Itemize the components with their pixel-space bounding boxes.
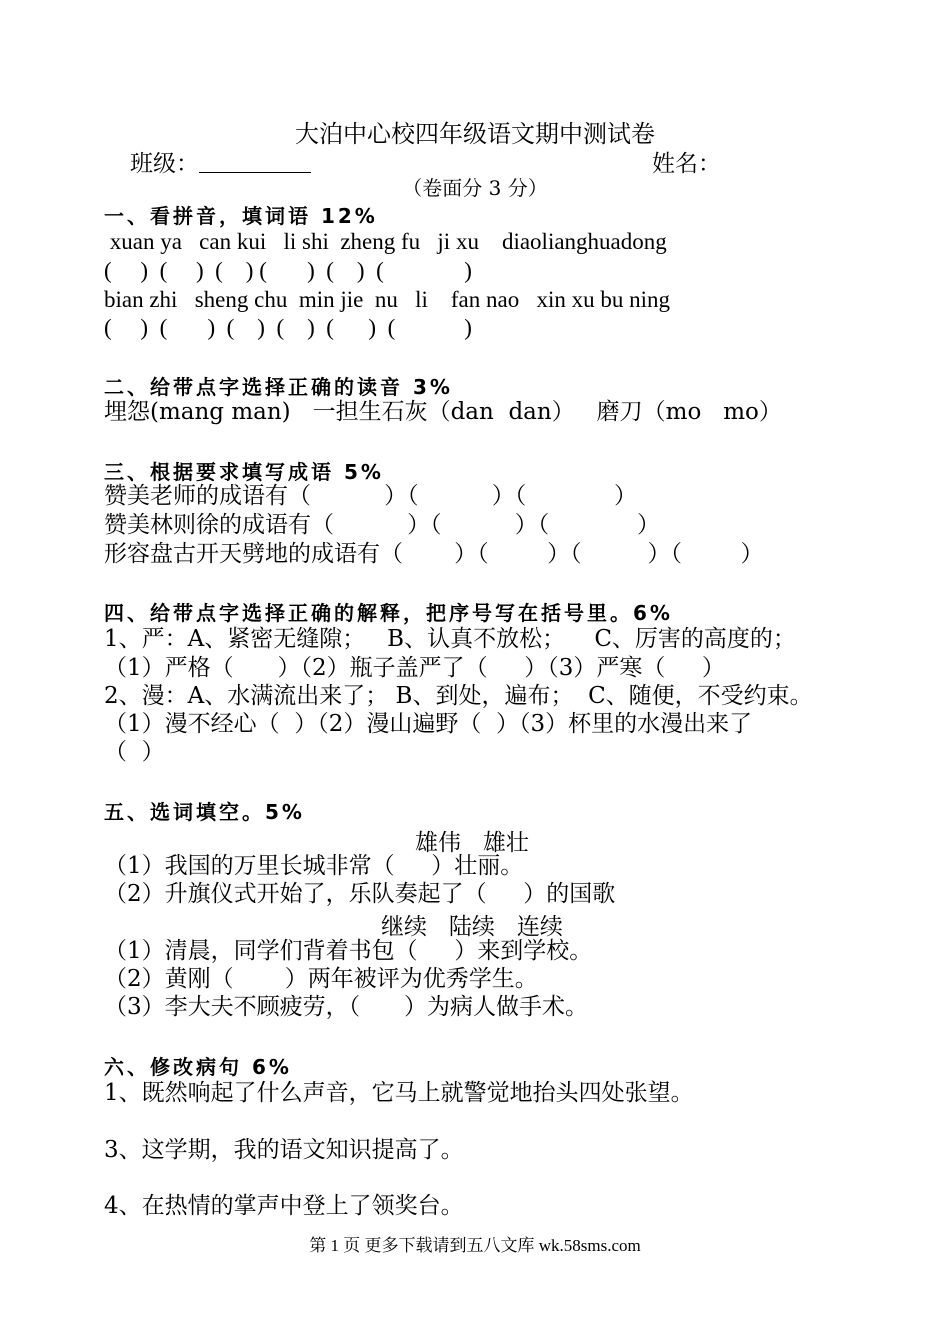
pinyin-row-2: bian zhi sheng chu min jie nu li fan nao xin xu bu ning	[104, 287, 670, 312]
page-footer: 第 1 页 更多下载请到五八文库 wk.58sms.com	[309, 1236, 641, 1255]
section5-sentence-2: （2）升旗仪式开始了，乐队奏起了（ ）的国歌	[104, 881, 616, 907]
score-note: （卷面分 3 分）	[402, 176, 548, 200]
word-choices-1: 雄伟 雄壮	[415, 830, 529, 856]
section4-q2-sub-2: （ ）	[104, 739, 165, 765]
word-choices-2: 继续 陆续 连续	[381, 914, 563, 940]
name-label: 姓名：	[652, 151, 721, 177]
section4-q2-sub: （1）漫不经心（ ）（2）漫山遍野（ ）（3）杯里的水漫出来了	[104, 711, 753, 737]
section6-heading: 六、修改病句 6%	[104, 1055, 292, 1079]
page-title: 大泊中心校四年级语文期中测试卷	[295, 120, 655, 148]
section5-heading: 五、选词填空。5%	[104, 800, 305, 824]
blanks-row-2: ( ) ( ) ( ) ( ) ( ) ( )	[104, 315, 472, 340]
section3-line-3: 形容盘古开天劈地的成语有（ ）（ ）（ ）（ ）	[104, 541, 764, 567]
section5-sentence-5: （3）李大夫不顾疲劳，（ ）为病人做手术。	[104, 994, 588, 1020]
section4-q1-sub: （1）严格（ ）（2）瓶子盖严了（ ）（3）严寒（ ）	[104, 655, 725, 681]
section3-line-1: 赞美老师的成语有（ ）（ ）（ ）	[104, 483, 637, 509]
section3-line-2: 赞美林则徐的成语有（ ）（ ）（ ）	[104, 512, 660, 538]
class-label: 班级：	[130, 151, 199, 177]
section6-sentence-4: 4、在热情的掌声中登上了领奖台。	[104, 1193, 464, 1219]
section3-heading: 三、根据要求填写成语 5%	[104, 460, 384, 484]
section6-sentence-3: 3、这学期，我的语文知识提高了。	[104, 1137, 464, 1163]
class-blank-line	[199, 150, 311, 173]
section4-heading: 四、给带点字选择正确的解释，把序号写在括号里。6%	[104, 601, 673, 625]
pinyin-row-1: xuan ya can kui li shi zheng fu ji xu diaolianghuadong	[104, 229, 667, 254]
section1-heading: 一、看拼音，填词语 12%	[104, 204, 378, 228]
blanks-row-1: ( ) ( ) ( ) ( ) ( ) ( )	[104, 258, 472, 283]
section5-sentence-1: （1）我国的万里长城非常（ ）壮丽。	[104, 853, 524, 879]
section5-sentence-3: （1）清晨，同学们背着书包（ ）来到学校。	[104, 938, 593, 964]
section5-sentence-4: （2）黄刚（ ）两年被评为优秀学生。	[104, 966, 538, 992]
section4-q2: 2、漫：A、水满流出来了； B、到处，遍布； C、随便，不受约束。	[104, 683, 813, 709]
section4-q1: 1、严：A、紧密无缝隙； B、认真不放松； C、厉害的高度的；	[104, 626, 796, 652]
section6-sentence-1: 1、既然响起了什么声音，它马上就警觉地抬头四处张望。	[104, 1080, 694, 1106]
section2-line: 埋怨(mang man) 一担生石灰（dan dan） 磨刀（mo mo）	[104, 399, 782, 425]
section2-heading: 二、给带点字选择正确的读音 3%	[104, 375, 453, 399]
